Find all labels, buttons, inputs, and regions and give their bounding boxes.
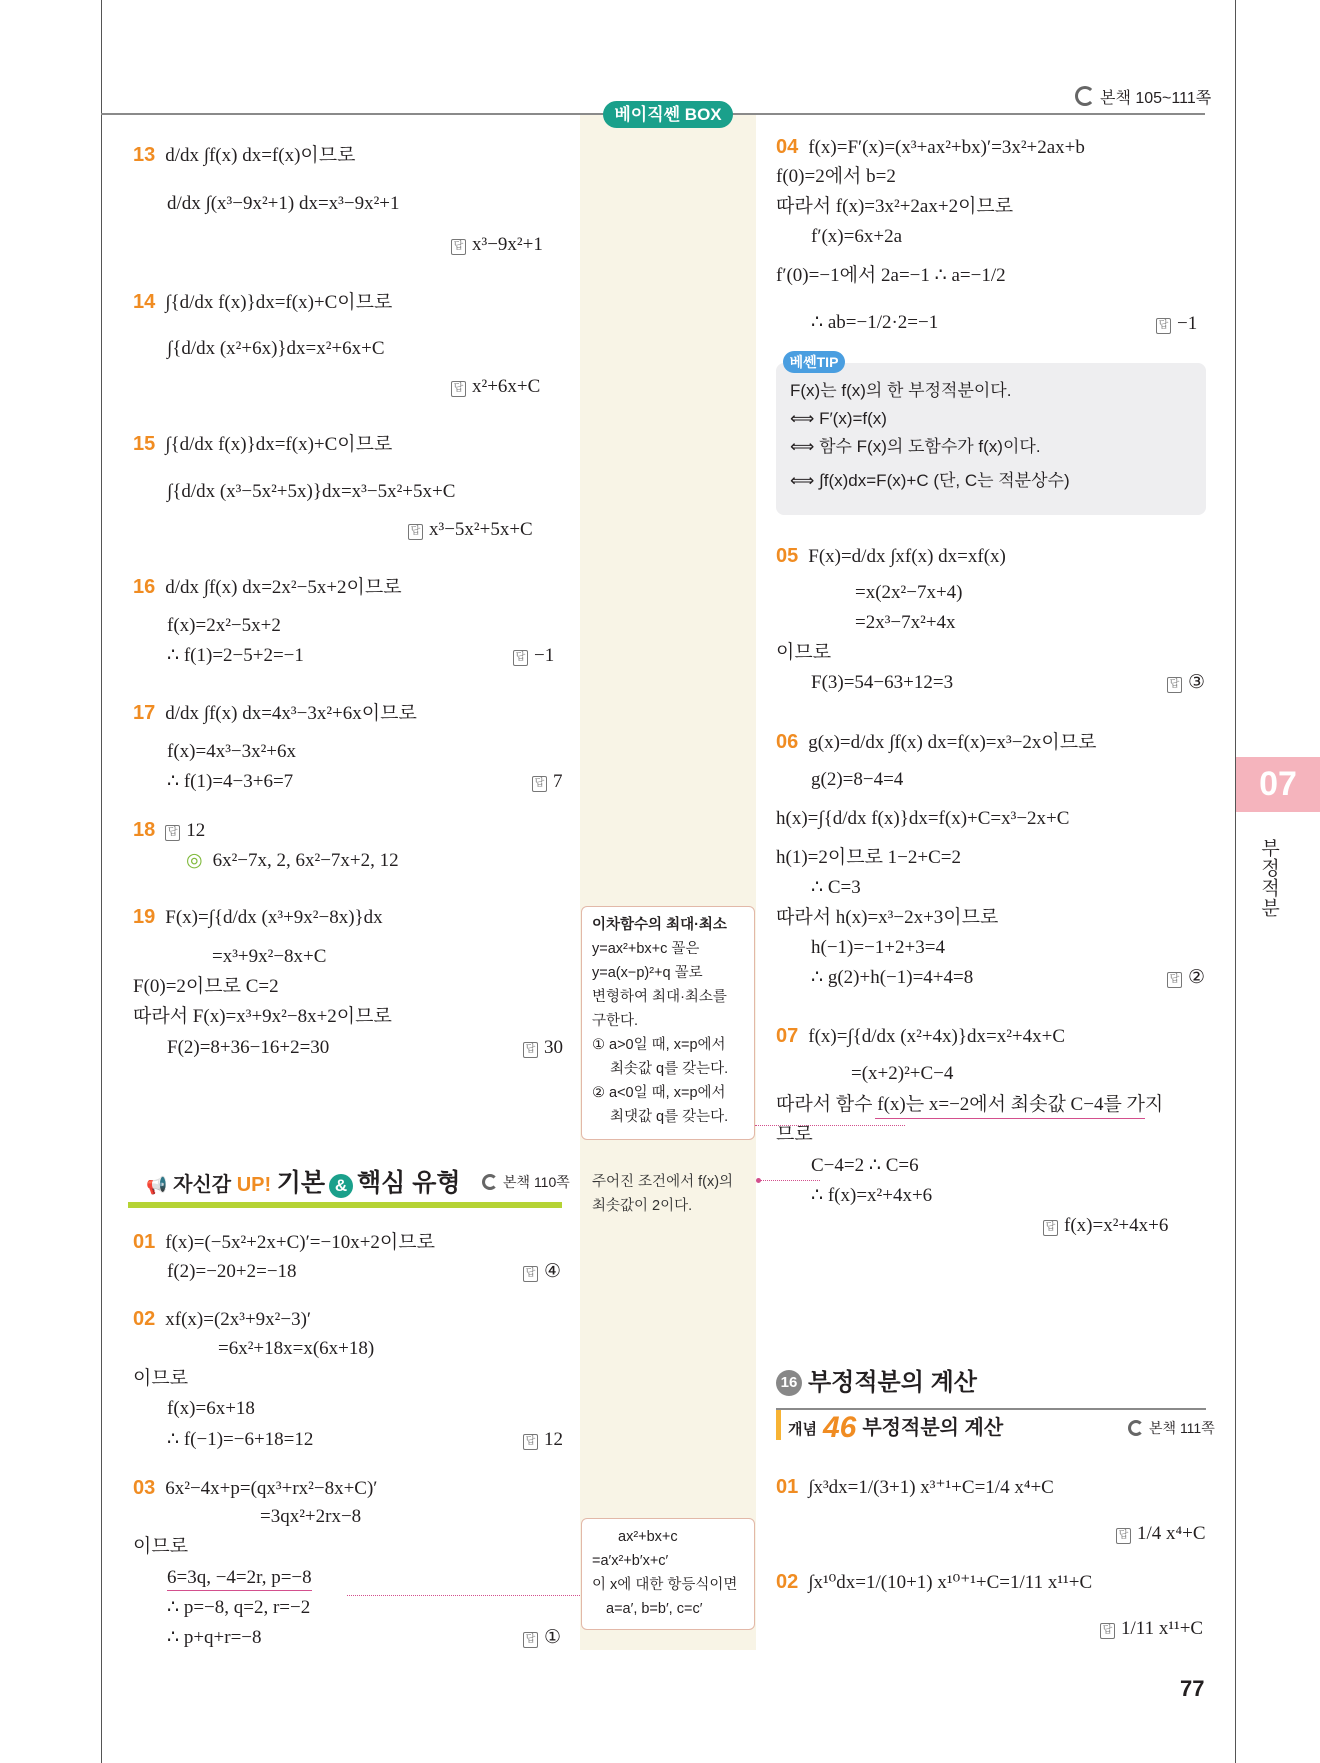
problem-02: 02 xf(x)=(2x³+9x²−3)′ [133, 1308, 312, 1330]
problem-02-line: f(x)=6x+18 [167, 1398, 255, 1419]
answer-icon [523, 1632, 538, 1648]
problem-06-line: h(x)=∫{d/dx f(x)}dx=f(x)+C=x³−2x+C [776, 808, 1070, 829]
answer-03: 답 ① [523, 1626, 561, 1650]
problem-01: 01 f(x)=(−5x²+2x+C)′=−10x+2이므로 [133, 1231, 435, 1253]
problem-04: 04 f(x)=F′(x)=(x³+ax²+bx)′=3x²+2ax+b [776, 136, 1085, 158]
problem-03: 03 6x²−4x+p=(qx³+rx²−8x+C)′ [133, 1477, 378, 1499]
megaphone-icon: 📢 [146, 1176, 168, 1195]
concept-title: 개념 46 부정적분의 계산 [788, 1411, 1004, 1444]
answer-icon [1156, 318, 1171, 334]
problem-06-line: 따라서 h(x)=x³−2x+3이므로 [776, 907, 999, 928]
concept-accent [776, 1410, 781, 1440]
problem-02-line: 이므로 [133, 1368, 189, 1389]
page-number: 77 [1180, 1676, 1205, 1701]
ampersand-badge: & [329, 1174, 353, 1198]
problem-04-line: 따라서 f(x)=3x²+2ax+2이므로 [776, 196, 1014, 217]
problem-07-line: C−4=2 ∴ C=6 [811, 1155, 919, 1176]
concept-answer-02: 답1/11 x¹¹+C [1100, 1617, 1203, 1641]
answer-icon [1043, 1220, 1058, 1236]
answer-17: 답 7 [532, 770, 563, 794]
problem-17-line: ∴ f(1)=4−3+6=7 [167, 771, 294, 792]
concept-problem-01: 01 ∫x³dx=1/(3+1) x³⁺¹+C=1/4 x⁴+C [776, 1476, 1054, 1498]
answer-16: 답 −1 [513, 644, 554, 668]
left-border [101, 0, 102, 1763]
problem-06: 06 g(x)=d/dx ∫f(x) dx=f(x)=x³−2x이므로 [776, 731, 1097, 753]
tip-label: 베쎈TIP [783, 351, 845, 373]
problem-04-line: f(0)=2에서 b=2 [776, 166, 896, 187]
problem-05-line: F(3)=54−63+12=3 [811, 672, 954, 693]
target-icon: ◎ [186, 850, 203, 871]
chapter-tab[interactable]: 07 [1236, 757, 1320, 812]
problem-06-line: ∴ g(2)+h(−1)=4+4=8 [811, 967, 974, 988]
answer-icon [1100, 1623, 1115, 1639]
answer-icon [1116, 1528, 1131, 1544]
problem-06-line: ∴ C=3 [811, 877, 861, 898]
problem-19-line: 따라서 F(x)=x³+9x²−8x+2이므로 [133, 1006, 392, 1027]
basic-box-column [580, 115, 756, 1650]
answer-14: 답x²+6x+C [451, 375, 540, 399]
concept-reference: 본책 111쪽 [1128, 1418, 1215, 1438]
answer-06: 답 ② [1167, 966, 1205, 990]
answer-13: 답x³−9x²+1 [451, 233, 543, 257]
problem-02-line: =6x²+18x=x(6x+18) [218, 1338, 375, 1359]
problem-19-line: F(2)=8+36−16+2=30 [167, 1037, 330, 1058]
problem-18: 18답 12 [133, 818, 205, 843]
concept-answer-01: 답1/4 x⁴+C [1116, 1522, 1206, 1546]
problem-14: 14 ∫{d/dx f(x)}dx=f(x)+C이므로 [133, 291, 393, 313]
answer-icon [1167, 972, 1182, 988]
problem-05-line: =x(2x²−7x+4) [855, 582, 963, 603]
connector-line [347, 1595, 580, 1596]
answer-19: 답 30 [523, 1036, 563, 1060]
problem-07-line: 따라서 함수 f(x)는 x=−2에서 최솟값 C−4를 가지 [776, 1094, 1164, 1115]
problem-07-line: ∴ f(x)=x²+4x+6 [811, 1185, 933, 1206]
identity-box: ax²+bx+c =a′x²+b′x+c′ 이 x에 대한 항등식이면 a=a′, b=b′, c=c′ [581, 1518, 755, 1630]
problem-04-line: f′(x)=6x+2a [811, 226, 903, 247]
answer-04: 답 −1 [1156, 312, 1197, 336]
answer-icon [1167, 677, 1182, 693]
concept-problem-02: 02 ∫x¹⁰dx=1/(10+1) x¹⁰⁺¹+C=1/11 x¹¹+C [776, 1571, 1093, 1593]
chapter-tab-label: 부정적분 [1258, 838, 1279, 918]
connector-dot [756, 1178, 761, 1183]
problem-06-line: h(1)=2이므로 1−2+C=2 [776, 847, 962, 868]
answer-07: 답f(x)=x²+4x+6 [1043, 1214, 1168, 1238]
problem-02-line: ∴ f(−1)=−6+18=12 [167, 1429, 314, 1450]
problem-19: 19 F(x)=∫{d/dx (x³+9x²−8x)}dx [133, 906, 383, 928]
problem-03-line: 6=3q, −4=2r, p=−8 [167, 1566, 312, 1591]
answer-01: 답 ④ [523, 1260, 561, 1284]
problem-13-line: d/dx ∫(x³−9x²+1) dx=x³−9x²+1 [167, 193, 400, 214]
answer-icon [523, 1042, 538, 1058]
problem-03-line: =3qx²+2rx−8 [260, 1506, 362, 1527]
problem-07-line: =(x+2)²+C−4 [851, 1063, 954, 1084]
basic-box-title: 베이직쎈 BOX [603, 101, 733, 128]
problem-05: 05 F(x)=d/dx ∫xf(x) dx=xf(x) [776, 545, 1006, 567]
min-value-note: 주어진 조건에서 f(x)의 최솟값이 2이다. [592, 1174, 734, 1214]
problem-18-hint: ◎ 6x²−7x, 2, 6x²−7x+2, 12 [186, 850, 399, 871]
problem-01-line: f(2)=−20+2=−18 [167, 1261, 297, 1282]
answer-icon [513, 650, 528, 666]
chapter-header: 16 부정적분의 계산 [776, 1362, 977, 1397]
underline-highlight [875, 1118, 1145, 1119]
problem-16-line: f(x)=2x²−5x+2 [167, 615, 281, 636]
section-reference: 본책 110쪽 [482, 1172, 570, 1192]
refresh-icon [1128, 1420, 1144, 1436]
problem-16-line: ∴ f(1)=2−5+2=−1 [167, 645, 304, 666]
quadratic-minmax-box: 이차함수의 최대·최소 y=ax²+bx+c 꼴은 y=a(x−p)²+q 꼴로 변형하여 최대·최소를 구한다. ① a>0일 때, x=p에서 최솟값 q를 갖는다. ② a<0일 때, x=p에서 최댓값 q를 갖는다. [581, 906, 755, 1140]
tip-content: F(x)는 f(x)의 한 부정적분이다. ⟺ F′(x)=f(x) ⟺ 함수 F(x)의 도함수가 f(x)이다. ⟺ ∫f(x)dx=F(x)+C (단, C는 적분상수) [790, 381, 1070, 490]
problem-03-line: ∴ p+q+r=−8 [167, 1627, 262, 1648]
answer-05: 답 ③ [1167, 671, 1205, 695]
answer-02: 답 12 [523, 1428, 563, 1452]
problem-17: 17 d/dx ∫f(x) dx=4x³−3x²+6x이므로 [133, 702, 417, 724]
problem-15: 15 ∫{d/dx f(x)}dx=f(x)+C이므로 [133, 433, 393, 455]
refresh-icon [482, 1174, 498, 1190]
problem-17-line: f(x)=4x³−3x²+6x [167, 741, 297, 762]
page-reference: 본책 105~111쪽 [1075, 85, 1211, 108]
problem-19-line: =x³+9x²−8x+C [212, 946, 327, 967]
answer-icon [451, 381, 466, 397]
problem-03-line: 이므로 [133, 1536, 189, 1557]
answer-icon [165, 825, 180, 841]
problem-03-line: ∴ p=−8, q=2, r=−2 [167, 1597, 311, 1618]
answer-icon [451, 239, 466, 255]
section-title: 📢 자신감 UP! 기본 & 핵심 유형 [146, 1169, 461, 1197]
problem-19-line: F(0)=2이므로 C=2 [133, 976, 279, 997]
problem-14-line: ∫{d/dx (x²+6x)}dx=x²+6x+C [167, 338, 385, 359]
answer-icon [408, 524, 423, 540]
problem-15-line: ∫{d/dx (x³−5x²+5x)}dx=x³−5x²+5x+C [167, 481, 456, 502]
answer-icon [523, 1434, 538, 1450]
connector-line [760, 1180, 820, 1181]
problem-16: 16 d/dx ∫f(x) dx=2x²−5x+2이므로 [133, 576, 402, 598]
answer-icon [523, 1266, 538, 1282]
problem-07: 07 f(x)=∫{d/dx (x²+4x)}dx=x²+4x+C [776, 1025, 1066, 1047]
answer-icon [532, 776, 547, 792]
answer-15: 답x³−5x²+5x+C [408, 518, 533, 542]
problem-06-line: g(2)=8−4=4 [811, 769, 904, 790]
problem-07-line: 므로 [776, 1124, 813, 1145]
problem-04-line: f′(0)=−1에서 2a=−1 ∴ a=−1/2 [776, 265, 1006, 286]
problem-13: 13 d/dx ∫f(x) dx=f(x)이므로 [133, 144, 356, 166]
problem-05-line: 이므로 [776, 642, 832, 663]
problem-06-line: h(−1)=−1+2+3=4 [811, 937, 945, 958]
right-border [1235, 0, 1236, 1763]
problem-04-line: ∴ ab=−1/2·2=−1 [811, 312, 939, 333]
chapter-number-badge: 16 [776, 1370, 802, 1396]
problem-05-line: =2x³−7x²+4x [855, 612, 956, 633]
refresh-icon [1075, 86, 1095, 106]
